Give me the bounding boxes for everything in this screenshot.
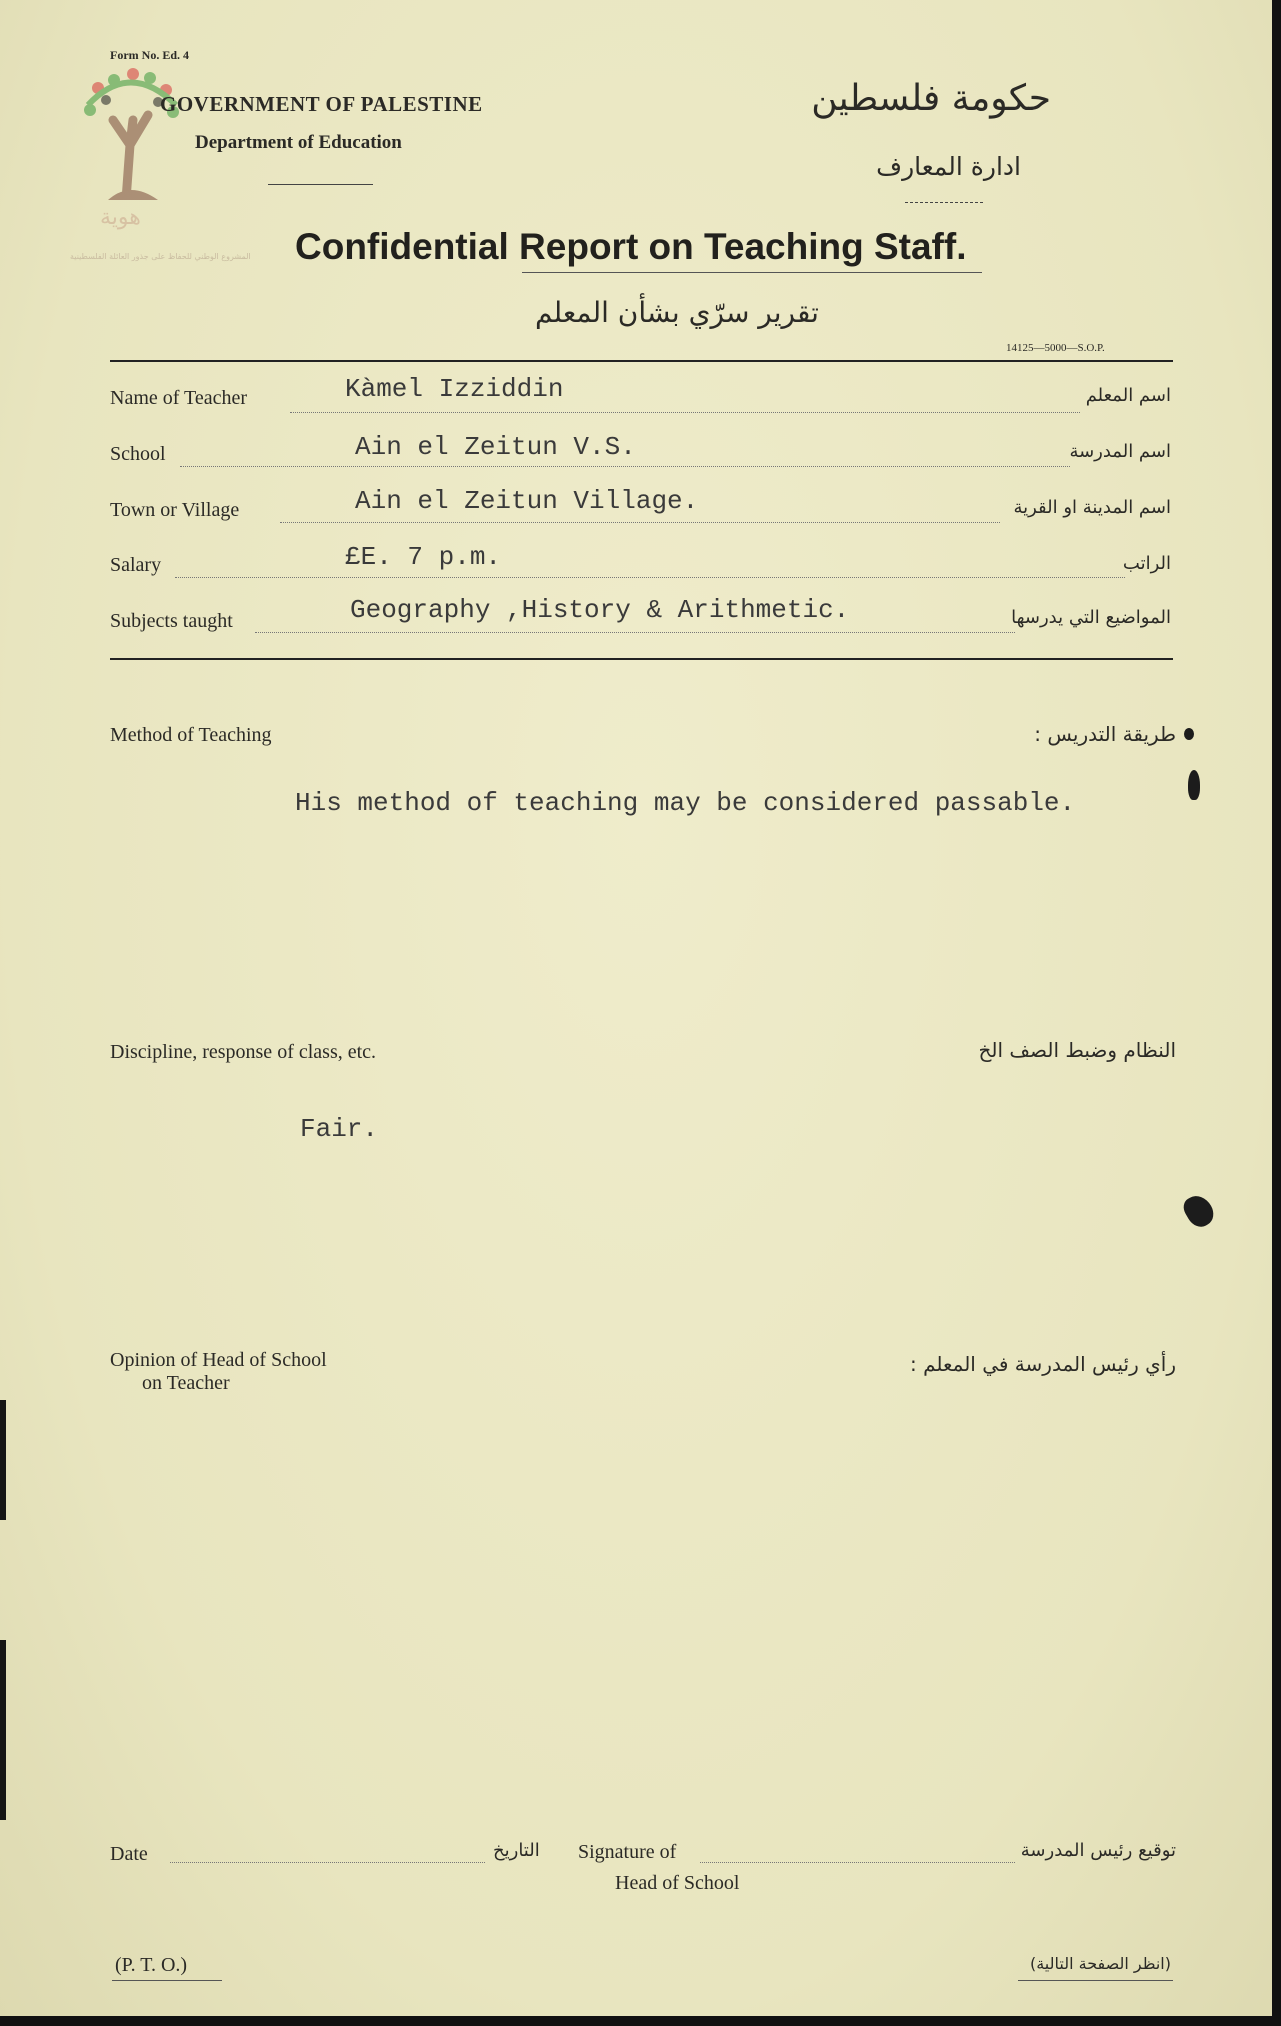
fields-bottom-rule bbox=[110, 658, 1173, 660]
field-label-arabic: المواضيع التي يدرسها bbox=[1011, 607, 1171, 628]
form-number: Form No. Ed. 4 bbox=[110, 48, 189, 62]
report-title: Confidential Report on Teaching Staff. bbox=[295, 226, 967, 267]
field-dotted-line bbox=[280, 522, 1000, 523]
section-label: Discipline, response of class, etc. bbox=[110, 1041, 377, 1063]
edge-shadow bbox=[0, 1400, 6, 1520]
section-label-arabic: رأي رئيس المدرسة في المعلم : bbox=[909, 1352, 1176, 1376]
signature-label: Signature of bbox=[578, 1841, 677, 1863]
pto-label: (P. T. O.) bbox=[115, 1954, 188, 1976]
field-label: Town or Village bbox=[110, 499, 240, 521]
bottom-edge-shadow bbox=[0, 2016, 1281, 2026]
date-label-arabic: التاريخ bbox=[493, 1840, 540, 1861]
field-dotted-line bbox=[255, 632, 1015, 633]
ink-blot bbox=[1184, 728, 1194, 740]
watermark-subtitle: المشروع الوطني للحفاظ على جذور العائلة الفلسطينية bbox=[70, 252, 251, 261]
watermark-text: هوية bbox=[100, 205, 141, 230]
section-label-arabic: طريقة التدريس : bbox=[1034, 722, 1176, 746]
discipline-text: Fair. bbox=[300, 1114, 379, 1144]
print-code: 14125—5000—S.O.P. bbox=[1006, 342, 1105, 354]
right-edge-shadow bbox=[1272, 0, 1281, 2026]
report-title-arabic: تقرير سرّي بشأن المعلم bbox=[535, 296, 819, 329]
field-value: Kàmel Izziddin bbox=[345, 374, 564, 404]
ink-blot bbox=[1188, 770, 1200, 800]
field-value: £E. 7 p.m. bbox=[345, 542, 502, 572]
signature-dotted-line bbox=[700, 1862, 1015, 1863]
field-label: School bbox=[110, 443, 166, 465]
field-label-arabic: اسم المعلم bbox=[1085, 385, 1171, 406]
title-underline bbox=[522, 272, 982, 273]
department-heading: Department of Education bbox=[195, 132, 402, 153]
fields-top-rule bbox=[110, 360, 1173, 362]
field-label: Name of Teacher bbox=[110, 387, 248, 409]
watermark-tree-logo-icon bbox=[78, 60, 183, 200]
field-dotted-line bbox=[175, 577, 1125, 578]
field-label-arabic: الراتب bbox=[1122, 553, 1171, 574]
department-heading-arabic: ادارة المعارف bbox=[876, 152, 1021, 181]
field-value: Ain el Zeitun V.S. bbox=[355, 432, 636, 462]
edge-shadow bbox=[0, 1640, 6, 1820]
section-label-line2: on Teacher bbox=[142, 1372, 230, 1394]
government-heading: GOVERNMENT OF PALESTINE bbox=[160, 92, 483, 116]
method-text: His method of teaching may be considered passable. bbox=[295, 788, 1076, 818]
field-value: Geography ,History & Arithmetic. bbox=[350, 595, 850, 625]
pto-label-arabic: (انظر الصفحة التالية) bbox=[1029, 1954, 1171, 1973]
date-label: Date bbox=[110, 1843, 148, 1865]
field-label-arabic: اسم المدينة او القرية bbox=[1013, 497, 1171, 518]
head-of-school-label: Head of School bbox=[615, 1872, 740, 1894]
field-value: Ain el Zeitun Village. bbox=[355, 486, 699, 516]
date-dotted-line bbox=[170, 1862, 485, 1863]
section-label: Method of Teaching bbox=[110, 724, 272, 746]
field-label: Salary bbox=[110, 554, 162, 576]
header-divider-left bbox=[268, 184, 373, 185]
section-label-arabic: النظام وضبط الصف الخ bbox=[978, 1038, 1176, 1062]
government-heading-arabic: حكومة فلسطين bbox=[811, 78, 1051, 119]
field-dotted-line bbox=[180, 466, 1070, 467]
header-divider-right bbox=[905, 202, 983, 203]
section-label: Opinion of Head of School bbox=[110, 1349, 327, 1371]
pto-rule-arabic bbox=[1018, 1980, 1173, 1981]
ink-blot bbox=[1180, 1191, 1219, 1232]
signature-label-arabic: توقيع رئيس المدرسة bbox=[1020, 1840, 1176, 1861]
field-dotted-line bbox=[290, 412, 1080, 413]
field-label-arabic: اسم المدرسة bbox=[1069, 441, 1171, 462]
pto-rule bbox=[112, 1980, 222, 1981]
field-label: Subjects taught bbox=[110, 610, 233, 632]
